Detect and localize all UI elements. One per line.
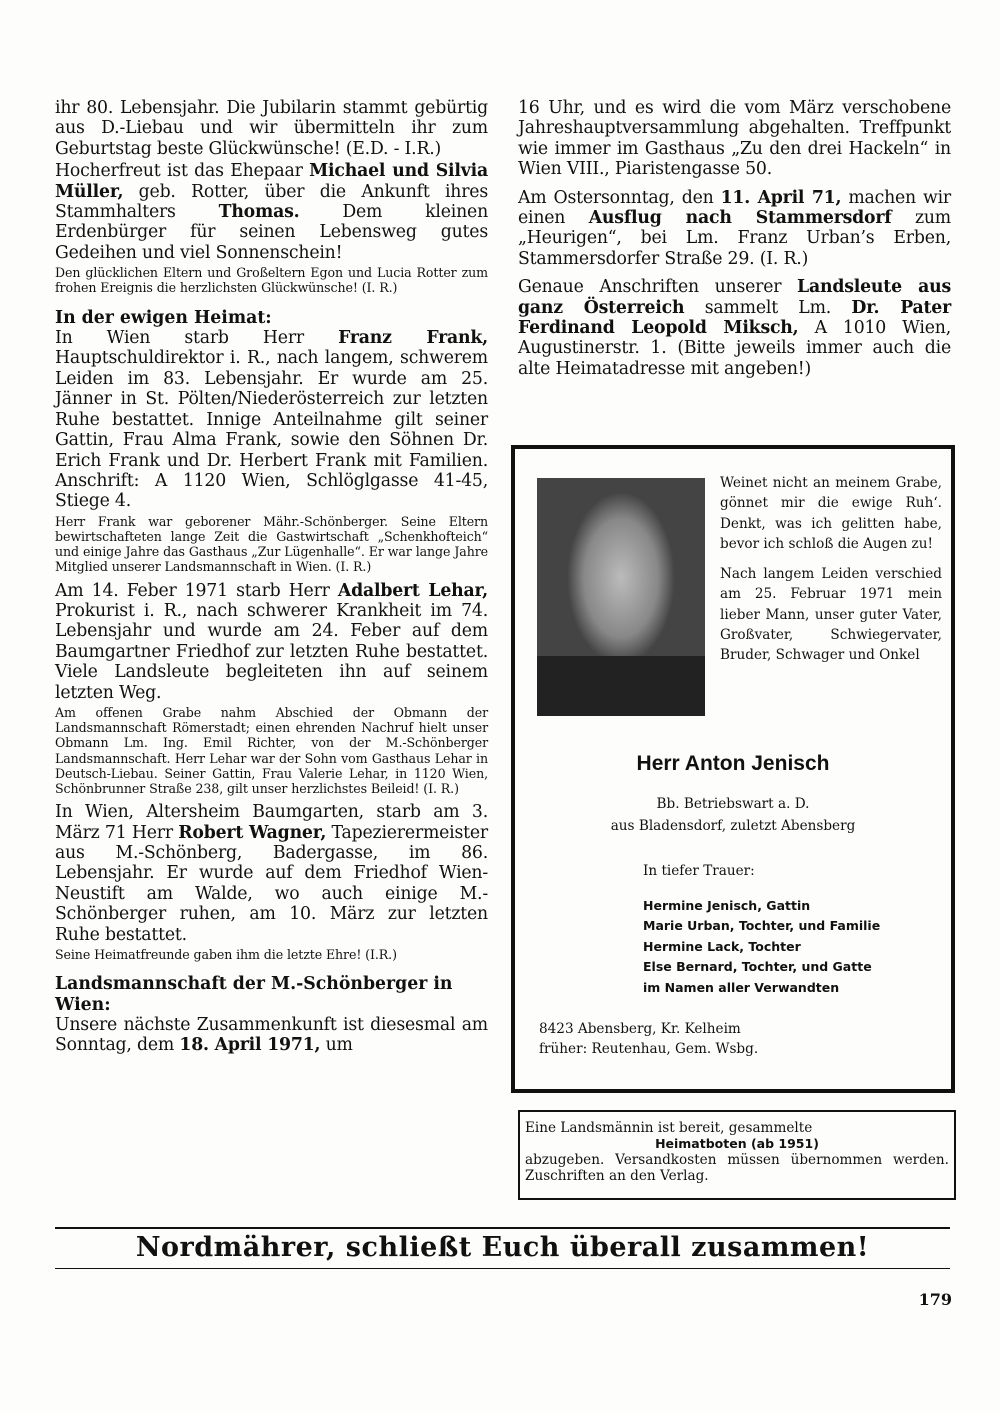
mourning-label: In tiefer Trauer: [643,863,755,879]
family-address [539,1019,758,1059]
obituary-box [511,445,955,1093]
bold-text: Landsleute aus ganz Österreich [518,277,951,318]
paragraph [518,98,951,180]
address-line: 8423 Abensberg, Kr. Kelheim [539,1021,741,1037]
small-note [55,514,488,575]
deceased-title: Bb. Betriebswart a. D. [656,796,810,812]
text: Den glücklichen Eltern und Großeltern Egon und Lucia Rotter zum frohen Ereignis die herzlichsten Glückwünsche! (I. R.) [55,265,488,296]
text: Seine Heimatfreunde gaben ihm die letzte Ehre! (I.R.) [55,947,397,963]
divider [55,1268,950,1269]
verse: Weinet nicht an meinem Grabe, gönnet mir die ewige Ruh‘. Denkt, was ich gelitten habe, bevor ich schloß die Augen zu! [720,475,942,552]
text: Prokurist i. R., nach schwerer Krankheit im 74. Lebensjahr und wurde am 24. Feber auf dem Baumgartner Friedhof zur letzten Ruhe bestattet. Viele Landsleute begleiteten ihn auf seinem letzten Weg. [55,600,488,703]
bold-text: Dr. Pater Ferdinand Leopold Miksch, [518,297,952,339]
bold-text: Franz Frank, [338,328,488,349]
small-note [55,265,488,295]
text: Dem kleinen Erdenbürger für seinen Lebensweg gutes Gedeihen und viel Sonnenschein! [55,202,489,263]
paragraph [55,1015,488,1056]
obituary-text [720,473,942,676]
small-note [55,705,488,796]
text: Hauptschuldirektor i. R., nach langem, schwerem Leiden im 83. Lebensjahr. Er wurde am 25. Jänner in St. Pölten/Niederösterreich zur letzten Ruhe bestattet. Innige Anteilnahme gilt seiner Gattin, Frau Alma Frank, sowie den Söhnen Dr. Erich Frank und Dr. Herbert Frank mit Familien. Anschrift: A 1120 Wien, Schlöglgasse 41-45, Stiege 4. [55,348,488,512]
text: Tapezierermeister aus M.-Schönberg, Badergasse, im 86. Lebensjahr. Er wurde auf dem Friedhof Wien-Neustift am Walde, wo auch einige M.-Schönberger ruhen, am 10. März zur letzten Ruhe bestattet. [55,822,488,945]
paragraph [55,328,488,512]
bold-text: Adalbert Lehar, [337,580,488,601]
footer-slogan: Nordmährer, schließt Euch überall zusammen! [135,1232,870,1263]
text: machen wir einen [518,187,951,229]
mourner: Else Bernard, Tochter, und Gatte [643,959,872,974]
paragraph [518,188,951,270]
paragraph [55,161,488,263]
text: In der ewigen Heimat: [55,307,272,328]
deceased-name: Herr Anton Jenisch [636,752,830,775]
deceased-origin: aus Bladensdorf, zuletzt Abensberg [610,818,856,834]
bold-text: 11. April 71, [720,187,842,208]
bold-text: Ausflug nach Stammersdorf [588,208,892,229]
mourner: Marie Urban, Tochter, und Familie [643,918,881,933]
mourners-block [643,861,880,998]
text: um [320,1035,353,1056]
text: Genaue Anschriften unserer [518,277,798,298]
mourner: Hermine Jenisch, Gattin [643,897,811,913]
text: Herr Frank war geborener Mähr.-Schönberger. Seine Eltern bewirtschafteten lange Zeit die Gastwirtschaft „Schenkhofteich“ und einige Jahre das Gasthaus „Zur Lügenhalle“. Er war lange Jahre Mitglied unserer Landsmannschaft in Wien. (I. R.) [55,513,488,575]
mourner: Hermine Lack, Tochter [643,938,801,954]
text: Unsere nächste Zusammenkunft ist diesesmal am Sonntag, dem [55,1015,488,1056]
text: ihr 80. Lebensjahr. Die Jubilarin stammt gebürtig aus D.-Liebau und wir übermitteln ihr zum Geburtstag beste Glückwünsche! (E.D. - I.R.) [55,98,488,159]
section-heading [55,974,488,1015]
section-heading [55,308,488,328]
bold-text: 18. April 1971, [179,1035,321,1056]
notice-line: abzugeben. Versandkosten müssen übernommen werden. Zuschriften an den Verlag. [525,1152,949,1184]
text: 16 Uhr, und es wird die vom März verschobene Jahreshauptversammlung abgehalten. Treffpunkt wie immer im Gasthaus „Zu den drei Hackeln“ in Wien VIII., Piaristengasse 50. [518,98,951,180]
text: Am Ostersonntag, den [518,187,721,208]
bold-text: Robert Wagner, [178,822,327,843]
text: Am 14. Feber 1971 starb Herr [55,580,338,601]
address-line: früher: Reutenhau, Gem. Wsbg. [539,1041,759,1057]
paragraph [55,581,488,703]
small-note [55,947,488,962]
page-number: 179 [918,1290,952,1309]
text: geb. Rotter, über die Ankunft ihres Stammhalters [55,181,488,223]
text: Hocherfreut ist das Ehepaar [55,161,310,182]
divider [55,1227,950,1229]
text: A 1010 Wien, Augustinerstr. 1. (Bitte jeweils immer auch die alte Heimatadresse mit angeben!) [518,318,951,379]
right-column [518,98,951,381]
text: sammelt Lm. [684,297,852,318]
left-column [55,98,488,1058]
notice-line: Eine Landsmännin ist bereit, gesammelte [525,1120,813,1136]
bold-text: Thomas. [218,202,300,223]
notice-box [518,1110,956,1200]
portrait-photo [537,478,705,716]
text: zum „Heurigen“, bei Lm. Franz Urban’s Erben, Stammersdorfer Straße 29. (I. R.) [518,208,951,269]
notice-highlight: Heimatboten (ab 1951) [655,1136,819,1151]
paragraph [55,98,488,159]
paragraph [55,802,488,945]
mourner: im Namen aller Verwandten [643,979,840,995]
bold-text: Michael und Silvia Müller, [55,161,488,202]
paragraph [518,277,951,379]
text: Landsmannschaft der M.-Schönberger in Wien: [55,974,453,1015]
text: In Wien starb Herr [55,328,339,349]
death-notice: Nach langem Leiden verschied am 25. Februar 1971 mein lieber Mann, unser guter Vater, Großvater, Schwiegervater, Bruder, Schwager und Onkel [720,566,942,664]
text: Am offenen Grabe nahm Abschied der Obmann der Landsmannschaft Römerstadt; einen ehrenden Nachruf hielt unser Obmann Lm. Ing. Emil Richter, von der M.-Schönberger Landsmannschaft. Herr Lehar war der Sohn vom Gasthaus Lehar in Deutsch-Liebau. Seiner Gattin, Frau Valerie Lehar, in 1120 Wien, Schönbrunner Straße 238, gilt unser herzlichstes Beileid! (I. R.) [55,704,488,796]
text: In Wien, Altersheim Baumgarten, starb am 3. März 71 Herr [55,802,488,843]
